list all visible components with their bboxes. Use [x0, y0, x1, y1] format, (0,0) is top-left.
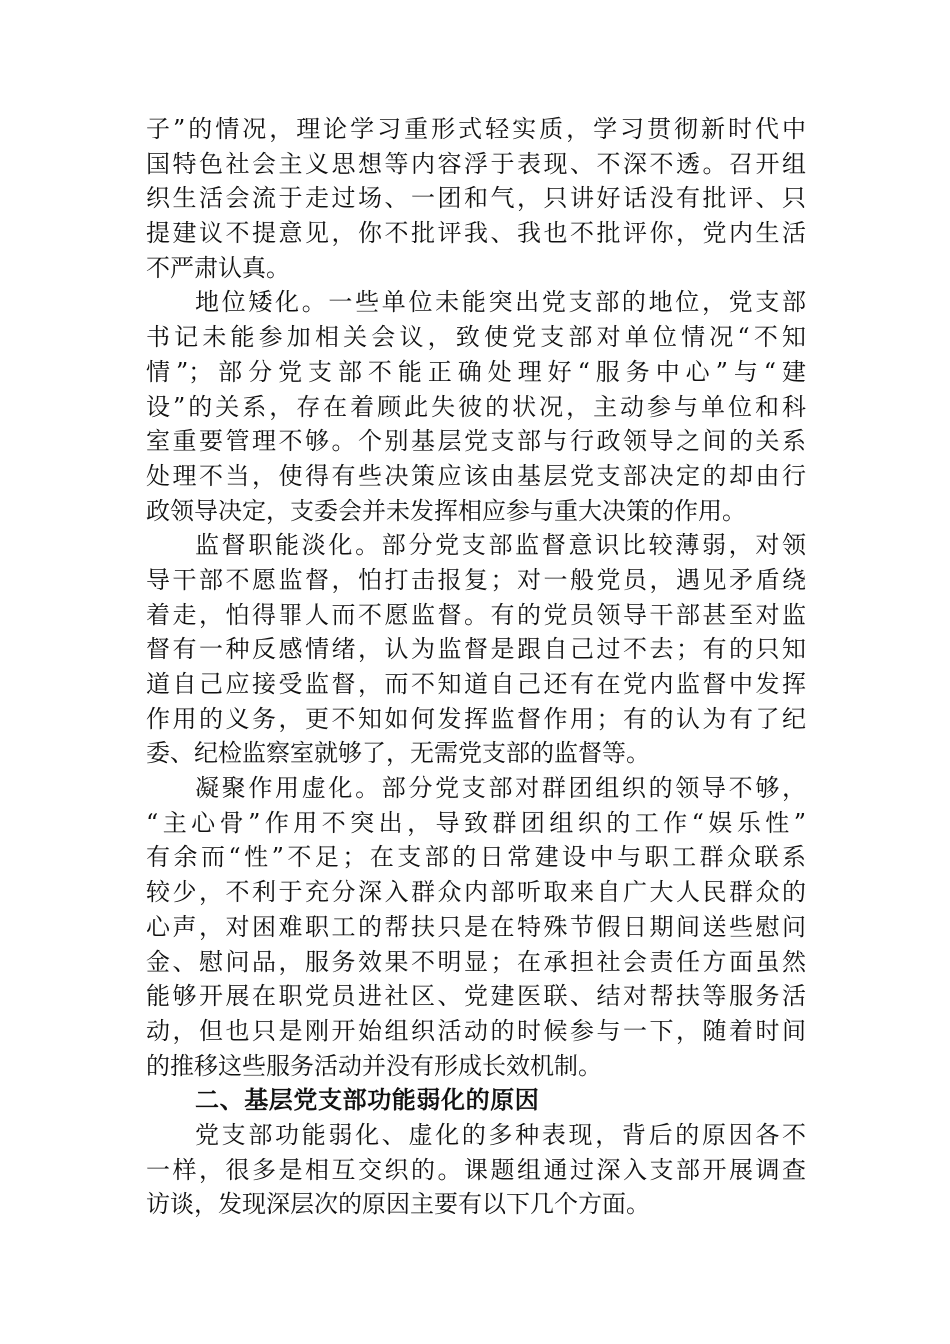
text-line: 督有一种反感情绪，认为监督是跟自己过不去；有的只知: [146, 635, 806, 664]
text-line: 心声，对困难职工的帮扶只是在特殊节假日期间送些慰问: [146, 912, 806, 941]
text-line: 不严肃认真。: [146, 253, 290, 282]
text-line: 室重要管理不够。个别基层党支部与行政领导之间的关系: [146, 427, 806, 456]
text-line: 访谈，发现深层次的原因主要有以下几个方面。: [146, 1190, 650, 1219]
text-line: 的推移这些服务活动并没有形成长效机制。: [146, 1051, 602, 1080]
text-line: 处理不当，使得有些决策应该由基层党支部决定的却由行: [146, 461, 806, 490]
text-line: 能够开展在职党员进社区、党建医联、结对帮扶等服务活: [146, 982, 806, 1011]
text-line: 道自己应接受监督，而不知道自己还有在党内监督中发挥: [146, 670, 806, 698]
text-line: 较少，不利于充分深入群众内部听取来自广大人民群众的: [146, 878, 806, 907]
text-line: 有余而“性”不足；在支部的日常建设中与职工群众联系: [146, 843, 806, 872]
text-line: 委、纪检监察室就够了，无需党支部的监督等。: [146, 739, 650, 768]
text-line: 一样，很多是相互交织的。课题组通过深入支部开展调查: [146, 1155, 806, 1184]
paragraph-start-line: 凝聚作用虚化。部分党支部对群团组织的领导不够，: [195, 774, 806, 803]
text-line: 织生活会流于走过场、一团和气，只讲好话没有批评、只: [146, 184, 806, 213]
text-line: 国特色社会主义思想等内容浮于表现、不深不透。召开组: [146, 149, 806, 178]
paragraph-start-line: 监督职能淡化。部分党支部监督意识比较薄弱，对领: [195, 531, 806, 560]
section-heading: 二、基层党支部功能弱化的原因: [195, 1086, 540, 1115]
text-line: 动，但也只是刚开始组织活动的时候参与一下，随着时间: [146, 1016, 806, 1045]
text-line: 书记未能参加相关会议，致使党支部对单位情况“不知: [146, 323, 806, 352]
text-line: 子”的情况，理论学习重形式轻实质，学习贯彻新时代中: [146, 115, 806, 143]
paragraph-start-line: 党支部功能弱化、虚化的多种表现，背后的原因各不: [195, 1120, 806, 1149]
paragraph-start-line: 地位矮化。一些单位未能突出党支部的地位，党支部: [195, 288, 806, 317]
text-line: 提建议不提意见，你不批评我、我也不批评你，党内生活: [146, 219, 806, 248]
document-page: [146, 112, 806, 1222]
text-line: 金、慰问品，服务效果不明显；在承担社会责任方面虽然: [146, 947, 806, 976]
text-line: 着走，怕得罪人而不愿监督。有的党员领导干部甚至对监: [146, 600, 806, 629]
text-line: 政领导决定，支委会并未发挥相应参与重大决策的作用。: [146, 496, 746, 525]
text-line: 作用的义务，更不知如何发挥监督作用；有的认为有了纪: [146, 704, 806, 733]
text-line: 导干部不愿监督，怕打击报复；对一般党员，遇见矛盾绕: [146, 565, 806, 594]
text-line: 设”的关系，存在着顾此失彼的状况，主动参与单位和科: [146, 392, 806, 421]
text-line: 情”；部分党支部不能正确处理好“服务中心”与“建: [146, 357, 806, 386]
text-line: “主心骨”作用不突出，导致群团组织的工作“娱乐性”: [146, 808, 806, 837]
